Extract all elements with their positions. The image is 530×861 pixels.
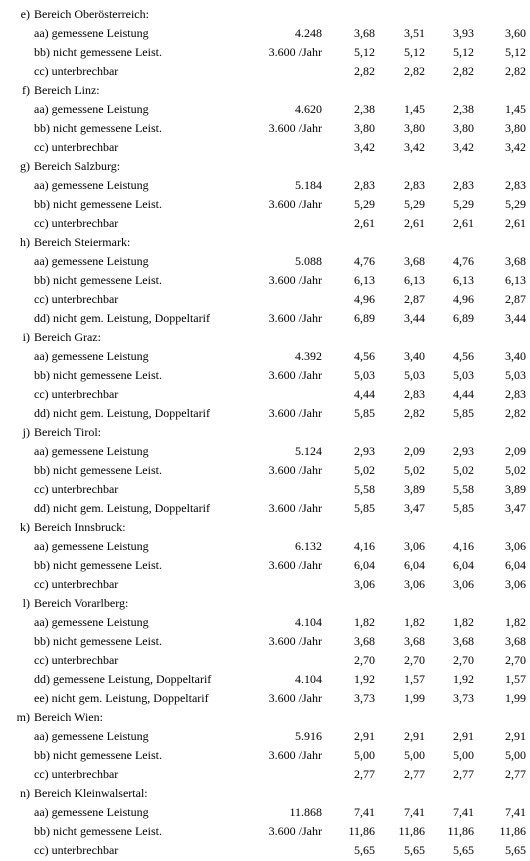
row-value: 11,86 [447,824,474,838]
row-value: 7,41 [505,805,526,819]
row-value: 2,61 [505,216,526,230]
row-value: 2,09 [404,444,425,458]
row-charge: 3.600 /Jahr [268,748,322,762]
row-value: 1,92 [354,672,375,686]
tariff-row [0,290,530,309]
row-label: cc) unterbrechbar [34,140,119,154]
row-value: 2,77 [453,767,474,781]
row-value: 2,83 [354,178,375,192]
row-value: 5,65 [505,843,526,857]
tariff-row [0,670,530,689]
tariff-row [0,366,530,385]
row-value: 5,58 [453,482,474,496]
row-value: 2,82 [505,406,526,420]
section-letter: g) [20,159,30,173]
row-value: 3,42 [404,140,425,154]
row-value: 1,92 [453,672,474,686]
row-value: 2,83 [453,178,474,192]
tariff-row [0,651,530,670]
row-label: aa) gemessene Leistung [34,178,149,192]
row-value: 4,44 [354,387,375,401]
row-label: dd) gemessene Leistung, Doppeltarif [34,672,212,686]
tariff-row [0,347,530,366]
row-value: 3,06 [404,539,425,553]
row-value: 3,06 [354,577,375,591]
tariff-row [0,271,530,290]
section-title: Bereich Innsbruck: [34,520,126,534]
row-charge: 5.124 [295,444,322,458]
row-value: 2,82 [453,64,474,78]
section-letter: f) [22,83,30,97]
tariff-row [0,746,530,765]
row-label: aa) gemessene Leistung [34,539,149,553]
row-value: 5,85 [354,406,375,420]
row-value: 2,82 [404,406,425,420]
tariff-row [0,138,530,157]
tariff-row [0,461,530,480]
tariff-row [0,575,530,594]
row-value: 7,41 [354,805,375,819]
row-charge: 3.600 /Jahr [268,463,322,477]
row-value: 3,60 [505,26,526,40]
row-value: 5,85 [354,501,375,515]
row-value: 3,89 [404,482,425,496]
tariff-row [0,24,530,43]
tariff-row [0,822,530,841]
row-charge: 3.600 /Jahr [268,634,322,648]
row-charge: 3.600 /Jahr [268,368,322,382]
section-letter: m) [16,710,30,724]
section-heading [0,518,530,537]
row-label: cc) unterbrechbar [34,577,119,591]
row-value: 4,76 [453,254,474,268]
row-value: 3,68 [505,634,526,648]
row-value: 3,06 [505,539,526,553]
row-charge: 5.184 [295,178,322,192]
row-value: 4,16 [453,539,474,553]
row-value: 4,56 [453,349,474,363]
tariff-row [0,537,530,556]
row-value: 6,89 [453,311,474,325]
section-heading [0,594,530,613]
tariff-row [0,841,530,860]
row-value: 2,38 [354,102,375,116]
row-value: 2,70 [354,653,375,667]
row-value: 5,00 [453,748,474,762]
row-value: 3,68 [505,254,526,268]
row-value: 1,57 [505,672,526,686]
row-value: 5,00 [505,748,526,762]
row-value: 2,77 [404,767,425,781]
row-label: aa) gemessene Leistung [34,805,149,819]
row-charge: 5.916 [295,729,322,743]
row-value: 1,45 [505,102,526,116]
row-value: 4,44 [453,387,474,401]
row-value: 7,41 [404,805,425,819]
row-label: aa) gemessene Leistung [34,349,149,363]
row-value: 3,47 [404,501,425,515]
row-value: 7,41 [453,805,474,819]
row-value: 2,70 [453,653,474,667]
row-value: 11,86 [348,824,375,838]
row-value: 6,04 [453,558,474,572]
row-label: aa) gemessene Leistung [34,729,149,743]
row-value: 3,68 [354,634,375,648]
row-value: 6,13 [404,273,425,287]
row-label: bb) nicht gemessene Leist. [34,121,162,135]
row-charge: 3.600 /Jahr [268,121,322,135]
row-value: 3,40 [505,349,526,363]
row-label: bb) nicht gemessene Leist. [34,197,162,211]
row-value: 3,68 [404,634,425,648]
row-value: 3,68 [453,634,474,648]
row-value: 2,70 [404,653,425,667]
row-label: bb) nicht gemessene Leist. [34,558,162,572]
tariff-row [0,632,530,651]
row-value: 3,93 [453,26,474,40]
row-value: 4,56 [354,349,375,363]
row-value: 2,61 [453,216,474,230]
section-title: Bereich Vorarlberg: [34,596,129,610]
section-heading [0,81,530,100]
row-label: dd) nicht gem. Leistung, Doppeltarif [34,406,210,420]
row-label: cc) unterbrechbar [34,64,119,78]
row-value: 4,96 [354,292,375,306]
section-title: Bereich Graz: [34,330,101,344]
row-value: 3,73 [354,691,375,705]
row-value: 2,91 [505,729,526,743]
row-value: 1,82 [505,615,526,629]
row-value: 3,44 [505,311,526,325]
section-title: Bereich Tirol: [34,425,102,439]
section-letter: k) [20,520,30,534]
section-title: Bereich Wien: [34,710,103,724]
row-value: 6,04 [505,558,526,572]
row-value: 2,83 [505,178,526,192]
row-value: 2,93 [354,444,375,458]
section-heading [0,233,530,252]
row-value: 2,91 [354,729,375,743]
section-title: Bereich Salzburg: [34,159,121,173]
row-label: aa) gemessene Leistung [34,254,149,268]
row-label: aa) gemessene Leistung [34,615,149,629]
section-heading [0,157,530,176]
row-value: 5,02 [453,463,474,477]
row-value: 4,96 [453,292,474,306]
row-value: 5,02 [505,463,526,477]
row-value: 5,12 [505,45,526,59]
row-value: 2,61 [404,216,425,230]
row-value: 1,99 [404,691,425,705]
row-label: cc) unterbrechbar [34,482,119,496]
row-label: bb) nicht gemessene Leist. [34,634,162,648]
row-value: 3,42 [354,140,375,154]
section-heading [0,708,530,727]
row-value: 3,80 [354,121,375,135]
row-label: bb) nicht gemessene Leist. [34,273,162,287]
row-charge: 4.104 [295,672,322,686]
tariff-row [0,499,530,518]
row-value: 2,87 [404,292,425,306]
row-value: 2,70 [505,653,526,667]
row-label: dd) nicht gem. Leistung, Doppeltarif [34,311,210,325]
tariff-row [0,689,530,708]
row-value: 5,29 [354,197,375,211]
row-value: 6,13 [505,273,526,287]
row-label: cc) unterbrechbar [34,292,119,306]
row-value: 5,00 [354,748,375,762]
row-label: bb) nicht gemessene Leist. [34,824,162,838]
row-charge: 11.868 [289,805,322,819]
row-charge: 5.088 [295,254,322,268]
row-value: 2,82 [505,64,526,78]
row-value: 3,68 [354,26,375,40]
section-letter: j) [22,425,30,439]
tariff-row [0,43,530,62]
row-value: 6,04 [404,558,425,572]
row-value: 5,65 [453,843,474,857]
tariff-row [0,119,530,138]
row-charge: 3.600 /Jahr [268,273,322,287]
row-charge: 4.392 [295,349,322,363]
row-value: 3,80 [404,121,425,135]
row-value: 5,85 [453,501,474,515]
section-heading [0,5,530,24]
row-value: 5,03 [404,368,425,382]
row-value: 3,42 [505,140,526,154]
row-value: 2,83 [404,178,425,192]
row-label: ee) nicht gem. Leistung, Doppeltarif [34,691,209,705]
row-value: 2,61 [354,216,375,230]
row-value: 4,16 [354,539,375,553]
row-value: 5,12 [453,45,474,59]
row-value: 6,04 [354,558,375,572]
row-value: 3,40 [404,349,425,363]
row-value: 1,57 [404,672,425,686]
row-value: 4,76 [354,254,375,268]
row-charge: 4.248 [295,26,322,40]
row-value: 5,29 [453,197,474,211]
row-value: 3,89 [505,482,526,496]
row-label: bb) nicht gemessene Leist. [34,45,162,59]
row-value: 6,89 [354,311,375,325]
section-heading [0,423,530,442]
row-label: cc) unterbrechbar [34,216,119,230]
row-label: cc) unterbrechbar [34,767,119,781]
tariff-row [0,100,530,119]
section-title: Bereich Kleinwalsertal: [34,786,148,800]
row-value: 2,82 [404,64,425,78]
row-value: 2,87 [505,292,526,306]
row-value: 2,77 [505,767,526,781]
row-value: 5,65 [354,843,375,857]
row-value: 5,03 [505,368,526,382]
row-value: 1,45 [404,102,425,116]
tariff-row [0,727,530,746]
row-value: 5,58 [354,482,375,496]
row-value: 3,06 [404,577,425,591]
tariff-row [0,442,530,461]
tariff-row [0,765,530,784]
row-value: 5,02 [404,463,425,477]
section-letter: i) [22,330,30,344]
row-value: 5,03 [453,368,474,382]
section-letter: h) [20,235,30,249]
section-title: Bereich Oberösterreich: [34,7,149,21]
row-value: 5,00 [404,748,425,762]
row-label: dd) nicht gem. Leistung, Doppeltarif [34,501,210,515]
row-value: 2,91 [453,729,474,743]
row-value: 2,77 [354,767,375,781]
row-label: cc) unterbrechbar [34,387,119,401]
row-label: cc) unterbrechbar [34,843,119,857]
row-charge: 3.600 /Jahr [268,406,322,420]
row-value: 2,38 [453,102,474,116]
row-charge: 3.600 /Jahr [268,558,322,572]
row-label: aa) gemessene Leistung [34,444,149,458]
row-value: 1,82 [453,615,474,629]
section-title: Bereich Linz: [34,83,100,97]
row-label: aa) gemessene Leistung [34,102,149,116]
section-heading [0,784,530,803]
tariff-row [0,385,530,404]
tariff-row [0,480,530,499]
row-charge: 3.600 /Jahr [268,311,322,325]
row-charge: 4.620 [295,102,322,116]
row-value: 3,42 [453,140,474,154]
tariff-row [0,556,530,575]
row-value: 2,93 [453,444,474,458]
row-value: 3,47 [505,501,526,515]
row-value: 2,91 [404,729,425,743]
row-value: 5,02 [354,463,375,477]
row-value: 5,65 [404,843,425,857]
row-charge: 4.104 [295,615,322,629]
tariff-row [0,176,530,195]
tariff-row [0,195,530,214]
row-value: 11,86 [398,824,425,838]
tariff-row [0,803,530,822]
row-value: 5,85 [453,406,474,420]
row-value: 3,73 [453,691,474,705]
row-value: 1,82 [404,615,425,629]
row-value: 5,12 [354,45,375,59]
row-charge: 3.600 /Jahr [268,501,322,515]
row-value: 11,86 [499,824,526,838]
row-value: 3,06 [453,577,474,591]
row-value: 3,06 [505,577,526,591]
row-value: 5,29 [404,197,425,211]
row-label: bb) nicht gemessene Leist. [34,368,162,382]
section-title: Bereich Steiermark: [34,235,131,249]
row-charge: 3.600 /Jahr [268,691,322,705]
row-value: 2,83 [505,387,526,401]
row-label: bb) nicht gemessene Leist. [34,463,162,477]
row-value: 1,99 [505,691,526,705]
row-value: 2,09 [505,444,526,458]
tariff-row [0,404,530,423]
row-value: 6,13 [453,273,474,287]
row-value: 5,29 [505,197,526,211]
row-charge: 6.132 [295,539,322,553]
row-value: 5,03 [354,368,375,382]
section-letter: n) [20,786,30,800]
row-charge: 3.600 /Jahr [268,197,322,211]
row-value: 2,83 [404,387,425,401]
tariff-row [0,613,530,632]
row-label: aa) gemessene Leistung [34,26,149,40]
row-charge: 3.600 /Jahr [268,824,322,838]
row-label: cc) unterbrechbar [34,653,119,667]
row-value: 3,44 [404,311,425,325]
row-value: 3,80 [453,121,474,135]
tariff-row [0,252,530,271]
tariff-row [0,214,530,233]
section-letter: l) [22,596,30,610]
row-value: 3,68 [404,254,425,268]
row-value: 6,13 [354,273,375,287]
row-value: 3,80 [505,121,526,135]
row-value: 1,82 [354,615,375,629]
row-value: 3,51 [404,26,425,40]
row-value: 2,82 [354,64,375,78]
row-value: 5,12 [404,45,425,59]
tariff-row [0,62,530,81]
row-charge: 3.600 /Jahr [268,45,322,59]
section-letter: e) [20,7,30,21]
section-heading [0,328,530,347]
tariff-row [0,309,530,328]
row-label: bb) nicht gemessene Leist. [34,748,162,762]
